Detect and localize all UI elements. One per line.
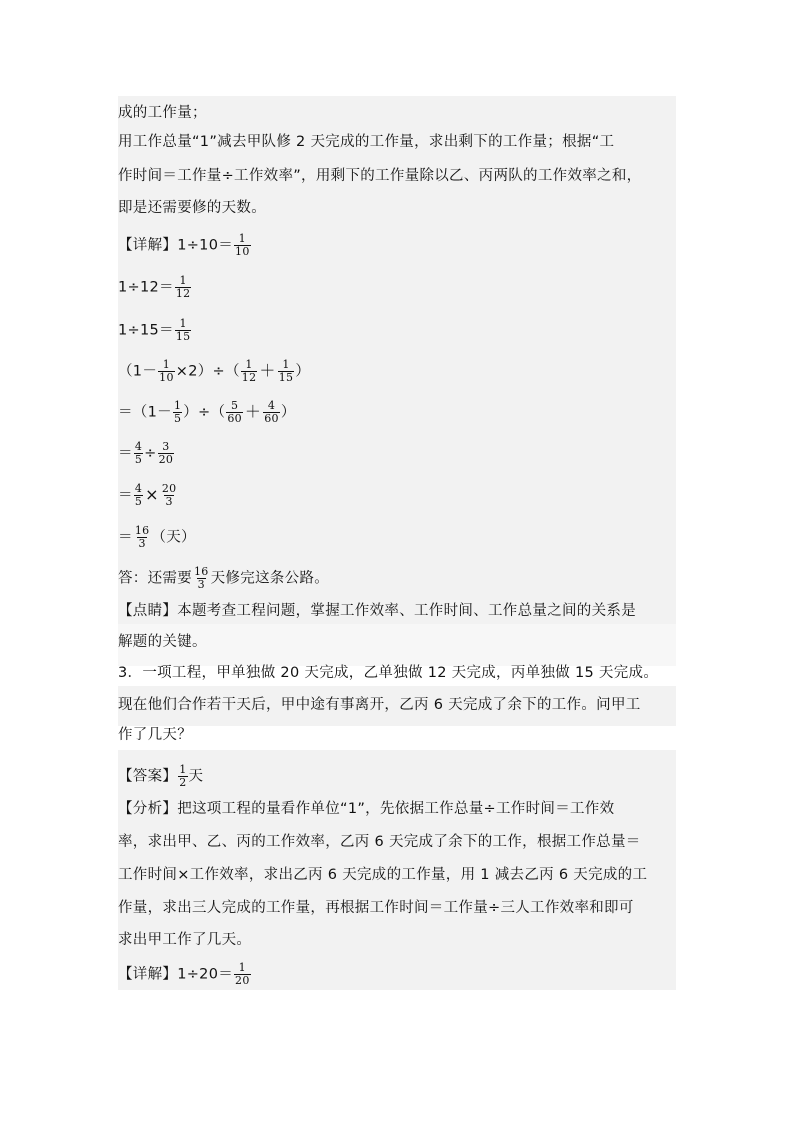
fraction: $\frac{5}{60}$ bbox=[227, 399, 242, 425]
fraction: $\frac{1}{15}$ bbox=[175, 317, 191, 343]
fraction: $\frac{1}{12}$ bbox=[175, 274, 191, 300]
document-page bbox=[118, 96, 676, 990]
equation-line: ＝（1－ $\frac{1}{5}$ ）÷（ $\frac{5}{60}$ ＋ $\frac{4}{60}$ ） bbox=[118, 399, 296, 425]
analysis-line: 率，求出甲、乙、丙的工作效率，乙丙 6 天完成了余下的工作，根据工作总量＝ bbox=[118, 834, 641, 850]
analysis-line: 工作时间×工作效率，求出乙丙 6 天完成的工作量，用 1 减去乙丙 6 天完成的工 bbox=[118, 867, 648, 883]
equation-text: 1÷10＝ bbox=[177, 237, 234, 254]
equation-line bbox=[118, 233, 252, 258]
analysis-line: 用工作总量“1”减去甲队修 2 天完成的工作量，求出剩下的工作量；根据“工 bbox=[118, 134, 615, 150]
analysis-line: 求出甲工作了几天。 bbox=[118, 932, 252, 948]
fraction: $\frac{3}{20}$ bbox=[158, 440, 174, 466]
fraction: $\frac{4}{5}$ bbox=[134, 482, 143, 508]
fraction: $\frac{1}{12}$ bbox=[241, 358, 257, 384]
equation-line: 1÷15＝ $\frac{1}{15}$ bbox=[118, 317, 191, 343]
fraction: $\frac{4}{5}$ bbox=[134, 440, 143, 466]
fraction: $\frac{1}{20}$ bbox=[235, 961, 250, 987]
question-line: 现在他们合作若干天后，甲中途有事离开，乙丙 6 天完成了余下的工作。问甲工 bbox=[118, 697, 641, 713]
equation-line: 【详解】1÷20＝ $\frac{1}{20}$ bbox=[118, 961, 250, 987]
equation-line: （1－ $\frac{1}{10}$ ×2）÷（ $\frac{1}{12}$ ＋ $\frac{1}{15}$ ） bbox=[118, 358, 311, 384]
fraction: $\frac{1}{5}$ bbox=[173, 399, 182, 425]
fraction: $\frac{20}{3}$ bbox=[161, 482, 177, 508]
fraction: $\frac{1}{10}$ bbox=[235, 232, 250, 258]
analysis-line: 【分析】把这项工程的量看作单位“1”，先依据工作总量÷工作时间＝工作效 bbox=[118, 801, 615, 817]
equation-line: ＝ $\frac{4}{5}$ × $\frac{20}{3}$ bbox=[118, 482, 177, 508]
comment-tag: 【点睛】 bbox=[118, 603, 178, 619]
comment-line: 【点睛】本题考查工程问题，掌握工作效率、工作时间、工作总量之间的关系是 bbox=[118, 603, 636, 619]
fraction: $\frac{1}{2}$ bbox=[179, 763, 187, 789]
fraction: $\frac{1}{10}$ bbox=[159, 358, 174, 384]
fraction: $\frac{16}{3}$ bbox=[134, 524, 150, 550]
analysis-line: 成的工作量； bbox=[118, 105, 207, 121]
fraction: $\frac{16}{3}$ bbox=[194, 565, 209, 591]
analysis-line: 作时间＝工作量÷工作效率”，用剩下的工作量除以乙、丙两队的工作效率之和， bbox=[118, 168, 642, 184]
equation-line: ＝ $\frac{16}{3}$ （天） bbox=[118, 524, 196, 550]
equation-line: ＝ $\frac{4}{5}$ ÷ $\frac{3}{20}$ bbox=[118, 440, 174, 466]
detail-tag: 【详解】 bbox=[118, 966, 178, 983]
answer-line: 答：还需要 $\frac{16}{3}$ 天修完这条公路。 bbox=[118, 565, 330, 591]
fraction: $\frac{4}{60}$ bbox=[264, 399, 279, 425]
analysis-line: 即是还需要修的天数。 bbox=[118, 200, 266, 216]
question-line: 作了几天？ bbox=[118, 727, 192, 743]
detail-tag: 【详解】 bbox=[118, 237, 178, 254]
answer-line: 【答案】 $\frac{1}{2}$ 天 bbox=[118, 763, 204, 789]
answer-tag: 【答案】 bbox=[118, 768, 178, 785]
analysis-tag: 【分析】 bbox=[118, 801, 178, 817]
equation-line: 1÷12＝ $\frac{1}{12}$ bbox=[118, 274, 191, 300]
analysis-line: 作量，求出三人完成的工作量，再根据工作时间＝工作量÷三人工作效率和即可 bbox=[118, 900, 634, 916]
question-line: 3．一项工程，甲单独做 20 天完成，乙单独做 12 天完成，丙单独做 15 天完成。 bbox=[118, 665, 659, 681]
comment-line: 解题的关键。 bbox=[118, 634, 207, 650]
fraction: $\frac{1}{15}$ bbox=[278, 358, 294, 384]
